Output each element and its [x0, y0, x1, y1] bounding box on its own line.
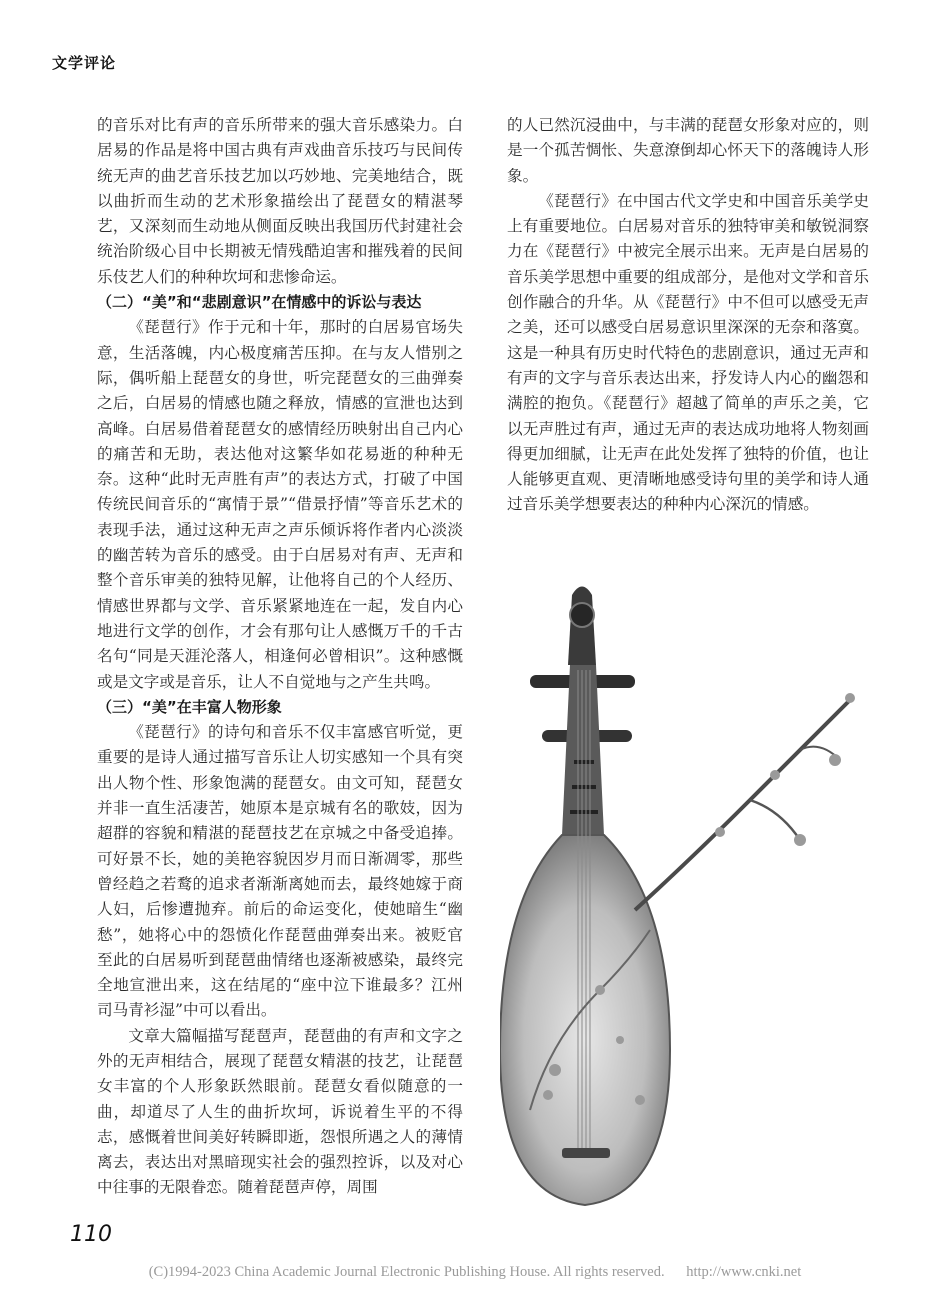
footer [0, 1264, 950, 1281]
section-heading: （三）“美”在丰富人物形象 [97, 697, 282, 716]
paragraph: 的人已然沉浸曲中，与丰满的琵琶女形象对应的，则是一个孤苦惆怅、失意潦倒却心怀天下的落魄诗人形象。 [507, 116, 869, 185]
paragraph: 《琵琶行》在中国古代文学史和中国音乐美学史上有重要地位。白居易对音乐的独特审美和敏锐洞察力在《琵琶行》中被完全展示出来。无声是白居易的音乐美学思想中重要的组成部分，是他对文学和音乐创作融合的升华。从《琵琶行》中不但可以感受无声之美，还可以感受白居易意识里深深的无奈和落寞。这是一种具有历史时代特色的悲剧意识，通过无声和有声的文字与音乐表达出来，抒发诗人内心的幽怨和满腔的抱负。《琵琶行》超越了简单的声乐之美，它以无声胜过有声，通过无声的表达成功地将人物刻画得更加细腻，让无声在此处发挥了独特的价值，也让人能够更直观、更清晰地感受诗句里的美学和诗人通过音乐美学想要表达的种种内心深沉的情感。 [507, 191, 869, 514]
paragraph: 文章大篇幅描写琵琶声，琵琶曲的有声和文字之外的无声相结合，展现了琵琶女精湛的技艺，让琵琶女丰富的个人形象跃然眼前。琵琶女看似随意的一曲，却道尽了人生的曲折坎坷，诉说着生平的不得志，感慨着世间美好转瞬即逝，怨恨所遇之人的薄情离去，表达出对黑暗现实社会的强烈控诉，以及对心中往事的无限眷恋。随着琵琶声停，周围 [97, 1026, 463, 1197]
right-column [507, 113, 869, 518]
paragraph: 《琵琶行》的诗句和音乐不仅丰富感官听觉，更重要的是诗人通过描写音乐让人切实感知一个具有突出人物个性、形象饱满的琵琶女。由文可知，琵琶女并非一直生活凄苦，她原本是京城有名的歌妓，因为超群的容貌和精湛的琵琶技艺在京城之中备受追捧。可好景不长，她的美艳容貌因岁月而日渐凋零，那些曾经趋之若鹜的追求者渐渐离她而去，最终她嫁于商人妇，后惨遭抛弃。前后的命运变化，使她暗生“幽愁”，她将心中的怨愤化作琵琶曲弹奏出来。被贬官至此的白居易听到琵琶曲情绪也逐渐被感染，最终完全地宣泄出来，这在结尾的“座中泣下谁最多？江州司马青衫湿”中可以看出。 [97, 723, 463, 1020]
page-number: 110 [70, 1222, 112, 1247]
paragraph: 的音乐对比有声的音乐所带来的强大音乐感染力。白居易的作品是将中国古典有声戏曲音乐技巧与民间传统无声的曲艺音乐技艺加以巧妙地、完美地结合，既以曲折而生动的艺术形象描绘出了琵琶女的精湛琴艺，又深刻而生动地从侧面反映出我国历代封建社会统治阶级心目中长期被无情残酷迫害和摧残着的民间乐伎艺人们的种种坎坷和悲惨命运。 [97, 116, 463, 286]
copyright-text: (C)1994-2023 China Academic Journal Electronic Publishing House. All rights reserved. [148, 1264, 665, 1280]
section-heading: （二）“美”和“悲剧意识”在情感中的诉讼与表达 [97, 293, 422, 312]
left-column [97, 113, 463, 1201]
pipa-illustration [500, 570, 900, 1220]
journal-header: 文学评论 [52, 54, 117, 72]
footer-url[interactable]: http://www.cnki.net [686, 1264, 802, 1280]
paragraph: 《琵琶行》作于元和十年，那时的白居易官场失意，生活落魄，内心极度痛苦压抑。在与友人惜别之际，偶听船上琵琶女的身世，听完琵琶女的三曲弹奏之后，白居易的情感也随之释放，情感的宣泄也达到高峰。白居易借着琵琶女的感情经历映射出自己内心的痛苦和无助，表达他对这繁华如花易逝的种种无奈。这种“此时无声胜有声”的表达方式，打破了中国传统民间音乐的“寓情于景”“借景抒情”等音乐艺术的表现手法，通过这种无声之声乐倾诉将作者内心淡淡的幽苦转为音乐的感受。由于白居易对有声、无声和整个音乐审美的独特见解，让他将自己的个人经历、情感世界都与文学、音乐紧紧地连在一起，发自内心地进行文学的创作，才会有那句让人感慨万千的千古名句“同是天涯沦落人，相逢何必曾相识”。这种感慨或是文字或是音乐，让人不自觉地与之产生共鸣。 [97, 318, 463, 691]
